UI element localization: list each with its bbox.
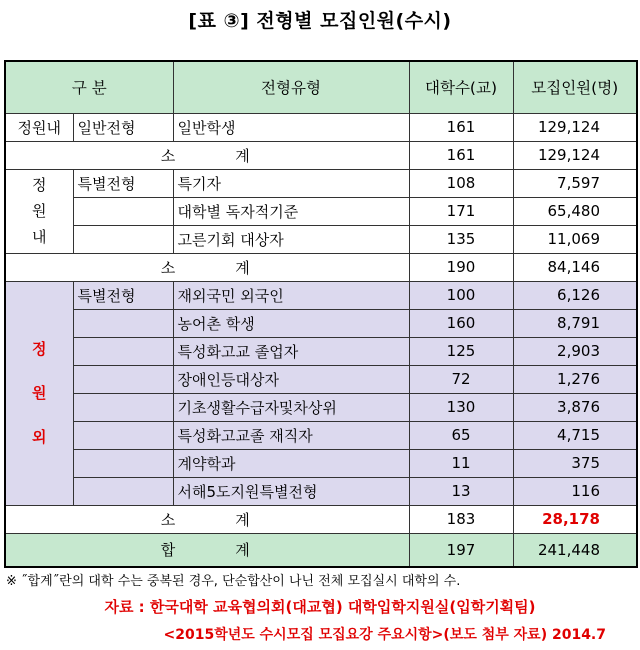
section1-label: 정원내	[5, 113, 73, 141]
header-count: 모집인원(명)	[513, 61, 637, 113]
row-univ: 135	[409, 225, 513, 253]
empty-cell	[73, 365, 173, 393]
row-count: 375	[513, 449, 637, 477]
subtotal-count: 84,146	[513, 253, 637, 281]
row-univ: 130	[409, 393, 513, 421]
header-type: 전형유형	[173, 61, 409, 113]
row-count: 6,126	[513, 281, 637, 309]
subtotal-count: 129,124	[513, 141, 637, 169]
row-type: 특기자	[173, 169, 409, 197]
subtotal-row	[5, 505, 637, 533]
row-univ: 65	[409, 421, 513, 449]
row-count: 8,791	[513, 309, 637, 337]
subtotal-univ: 161	[409, 141, 513, 169]
row-type: 계약학과	[173, 449, 409, 477]
row-type: 특성화고교졸 재직자	[173, 421, 409, 449]
table-row	[5, 197, 637, 225]
empty-cell	[73, 393, 173, 421]
empty-cell	[73, 225, 173, 253]
row-type: 농어촌 학생	[173, 309, 409, 337]
subtotal-label: 소계	[5, 505, 409, 533]
empty-cell	[73, 421, 173, 449]
section1-group: 일반전형	[73, 113, 173, 141]
row-count: 65,480	[513, 197, 637, 225]
table-row	[5, 337, 637, 365]
row-count: 1,276	[513, 365, 637, 393]
row-type: 일반학생	[173, 113, 409, 141]
row-type: 재외국민 외국인	[173, 281, 409, 309]
table-row	[5, 393, 637, 421]
table-row	[5, 169, 637, 197]
total-row	[5, 533, 637, 567]
subtotal-label: 소계	[5, 253, 409, 281]
subtotal-label: 소계	[5, 141, 409, 169]
section2-group: 특별전형	[73, 169, 173, 197]
subtotal-univ: 183	[409, 505, 513, 533]
row-type: 서해5도지원특별전형	[173, 477, 409, 505]
row-count: 4,715	[513, 421, 637, 449]
empty-cell	[73, 477, 173, 505]
subtotal-row	[5, 141, 637, 169]
row-type: 장애인등대상자	[173, 365, 409, 393]
table-row	[5, 449, 637, 477]
header-univ: 대학수(교)	[409, 61, 513, 113]
row-univ: 13	[409, 477, 513, 505]
source-line-1: 자료 : 한국대학 교육협의회(대교협) 대학입학지원실(입학기획팀)	[104, 598, 536, 616]
table-row	[5, 113, 637, 141]
row-type: 고른기회 대상자	[173, 225, 409, 253]
empty-cell	[73, 449, 173, 477]
table-row	[5, 309, 637, 337]
table-row	[5, 421, 637, 449]
row-univ: 125	[409, 337, 513, 365]
table-row	[5, 281, 637, 309]
section2-label: 정 원 내	[5, 169, 73, 253]
table-title: [표 ③] 전형별 모집인원(수시)	[188, 10, 452, 32]
source-line-2: <2015학년도 수시모집 모집요강 주요시항>(보도 첨부 자료) 2014.7	[163, 627, 606, 643]
row-univ: 171	[409, 197, 513, 225]
row-count: 129,124	[513, 113, 637, 141]
subtotal-univ: 190	[409, 253, 513, 281]
row-count: 116	[513, 477, 637, 505]
empty-cell	[73, 309, 173, 337]
admission-table	[4, 60, 638, 568]
row-count: 2,903	[513, 337, 637, 365]
row-count: 11,069	[513, 225, 637, 253]
row-univ: 161	[409, 113, 513, 141]
table-row	[5, 365, 637, 393]
row-type: 기초생활수급자및차상위	[173, 393, 409, 421]
total-univ: 197	[409, 533, 513, 567]
subtotal-row	[5, 253, 637, 281]
empty-cell	[73, 197, 173, 225]
row-univ: 160	[409, 309, 513, 337]
section3-group: 특별전형	[73, 281, 173, 309]
row-type: 특성화고교 졸업자	[173, 337, 409, 365]
section3-label: 정 원 외	[5, 281, 73, 505]
header-category: 구 분	[5, 61, 173, 113]
row-univ: 11	[409, 449, 513, 477]
subtotal-count: 28,178	[513, 505, 637, 533]
table-header-row	[5, 61, 637, 113]
empty-cell	[73, 337, 173, 365]
row-count: 7,597	[513, 169, 637, 197]
total-label: 합계	[5, 533, 409, 567]
total-count: 241,448	[513, 533, 637, 567]
table-row	[5, 477, 637, 505]
row-count: 3,876	[513, 393, 637, 421]
row-type: 대학별 독자적기준	[173, 197, 409, 225]
row-univ: 72	[409, 365, 513, 393]
table-row	[5, 225, 637, 253]
footnote: ※ ˝합계˝란의 대학 수는 중복된 경우, 단순합산이 나닌 전체 모집실시 대학의 수.	[6, 574, 461, 589]
row-univ: 108	[409, 169, 513, 197]
row-univ: 100	[409, 281, 513, 309]
